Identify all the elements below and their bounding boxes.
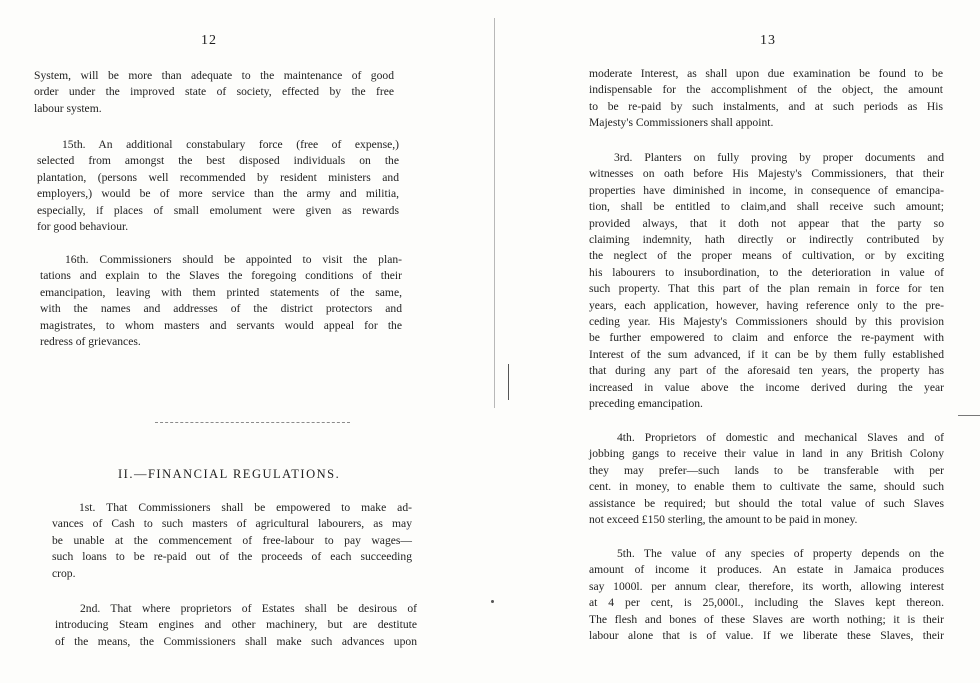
text-line: System, will be more than adequate to the maintenance of good [34,69,394,82]
text-line: that during any part of the aforesaid ten years, the property has [589,364,944,378]
text-line: they may prefer—such lands to be transferable with per [589,463,944,477]
paragraph-15th [37,137,399,235]
text-line: employers,) would be of more service than the army and militia, [37,187,399,201]
text-line: The flesh and bones of these Slaves are worth nothing; it is their [589,612,944,626]
text-line: emancipation, leaving with them printed statements of the same, [40,285,402,299]
text-line: of the means, the Commissioners shall make such advances upon [55,634,417,648]
text-line: jobbing gangs to receive their value in land in any British Colony [589,447,944,461]
text-line: Interest of the sum advanced, if it can be by them fully established [589,347,944,361]
paragraph-5th [589,546,944,644]
text-line: 16th. Commissioners should be appointed to visit the plan- [65,253,402,266]
text-line: ceding year. His Majesty's Commissioners should by this provision [589,315,944,329]
text-line: increased in value above the income derived during the year [589,380,944,394]
text-line: 2nd. That where proprietors of Estates shall be desirous of [80,602,417,615]
section-heading: II.—FINANCIAL REGULATIONS. [118,467,341,481]
paragraph-2nd [55,601,417,650]
text-line: selected from amongst the best disposed individuals on the [37,154,399,168]
text-line: 4th. Proprietors of domestic and mechanical Slaves and of [617,431,944,444]
text-line: 3rd. Planters on fully proving by proper documents and [614,151,944,164]
text-line: provided always, that it doth not appear that the party so [589,216,944,230]
text-line: preceding emancipation. [589,397,703,411]
text-line: magistrates, to whom masters and servants would appeal for the [40,318,402,332]
text-line: say 1000l. per annum clear, therefore, its worth, allowing interest [589,579,944,593]
text-line: especially, if places of small emolument were given as rewards [37,203,399,217]
section-divider [155,422,350,423]
text-line: 15th. An additional constabulary force (free of expense,) [62,138,399,151]
text-line: moderate Interest, as shall upon due examination be found to be [589,67,943,80]
paragraph-16th [40,252,402,350]
text-line: 5th. The value of any species of property depends on the [617,547,944,560]
text-line: with the names and addresses of the district protectors and [40,302,402,316]
text-line: order under the improved state of society, effected by the free [34,85,394,99]
text-line: Majesty's Commissioners shall appoint. [589,116,774,130]
text-line: at 4 per cent, is 25,000l., including the Slaves kept thereon. [589,596,944,610]
text-line: such loans to be re-paid out of the proceeds of each succeeding [52,550,412,564]
page-number-left: 12 [201,33,217,48]
text-line: such property. That this part of the plan remain in force for ten [589,282,944,296]
text-line: plantation, (persons well recommended by resident ministers and [37,170,399,184]
text-line: for good behaviour. [37,220,129,234]
text-line: redress of grievances. [40,335,141,349]
text-line: labour alone that is of value. If we liberate these Slaves, their [589,629,944,643]
text-line: years, each application, however, having reference only to the pre- [589,298,944,312]
text-line: to be re-paid by such instalments, and at such periods as His [589,99,943,113]
paragraph-4th [589,430,944,528]
text-line: his labourers to insubordination, to the deterioration in value of [589,265,944,279]
text-line: cent. in money, to enable them to cultivate the same, should such [589,480,944,494]
text-line: the neglect of the proper means of cultivation, or by exciting [589,249,944,263]
paragraph-3rd [589,150,944,413]
text-line: witnesses on oath before His Majesty's Commissioners, that their [589,167,944,181]
text-line: crop. [52,566,76,580]
text-line: assistance be required; but should the total value of such Slaves [589,496,944,510]
text-line: introducing Steam engines and other machinery, but are destitute [55,618,417,632]
text-line: amount of income it produces. An estate in Jamaica produces [589,563,944,577]
text-line: indispensable for the accomplishment of the object, the amount [589,83,943,97]
text-line: not exceed £150 sterling, the amount to be paid in money. [589,513,858,527]
text-line: vances of Cash to such masters of agricultural labourers, as may [52,517,412,531]
text-line: labour system. [34,101,102,115]
page-number-right: 13 [760,33,776,48]
right-page [490,0,980,683]
paragraph-system-continuation [34,68,394,117]
text-line: 1st. That Commissioners shall be empowered to make ad- [79,501,412,514]
paragraph-1st [52,500,412,582]
text-line: tations and explain to the Slaves the foregoing conditions of their [40,269,402,283]
paragraph-moderate-interest [589,66,943,132]
text-line: claiming indemnity, hath directly or indirectly contributed by [589,233,944,247]
text-line: tion, shall be entitled to claim,and shall receive such amount; [589,200,944,214]
text-line: be further empowered to claim and enforce the re-payment with [589,331,944,345]
text-line: be unable at the commencement of free-labour to pay wages— [52,533,412,547]
text-line: properties have diminished in income, in consequence of emancipa- [589,183,944,197]
